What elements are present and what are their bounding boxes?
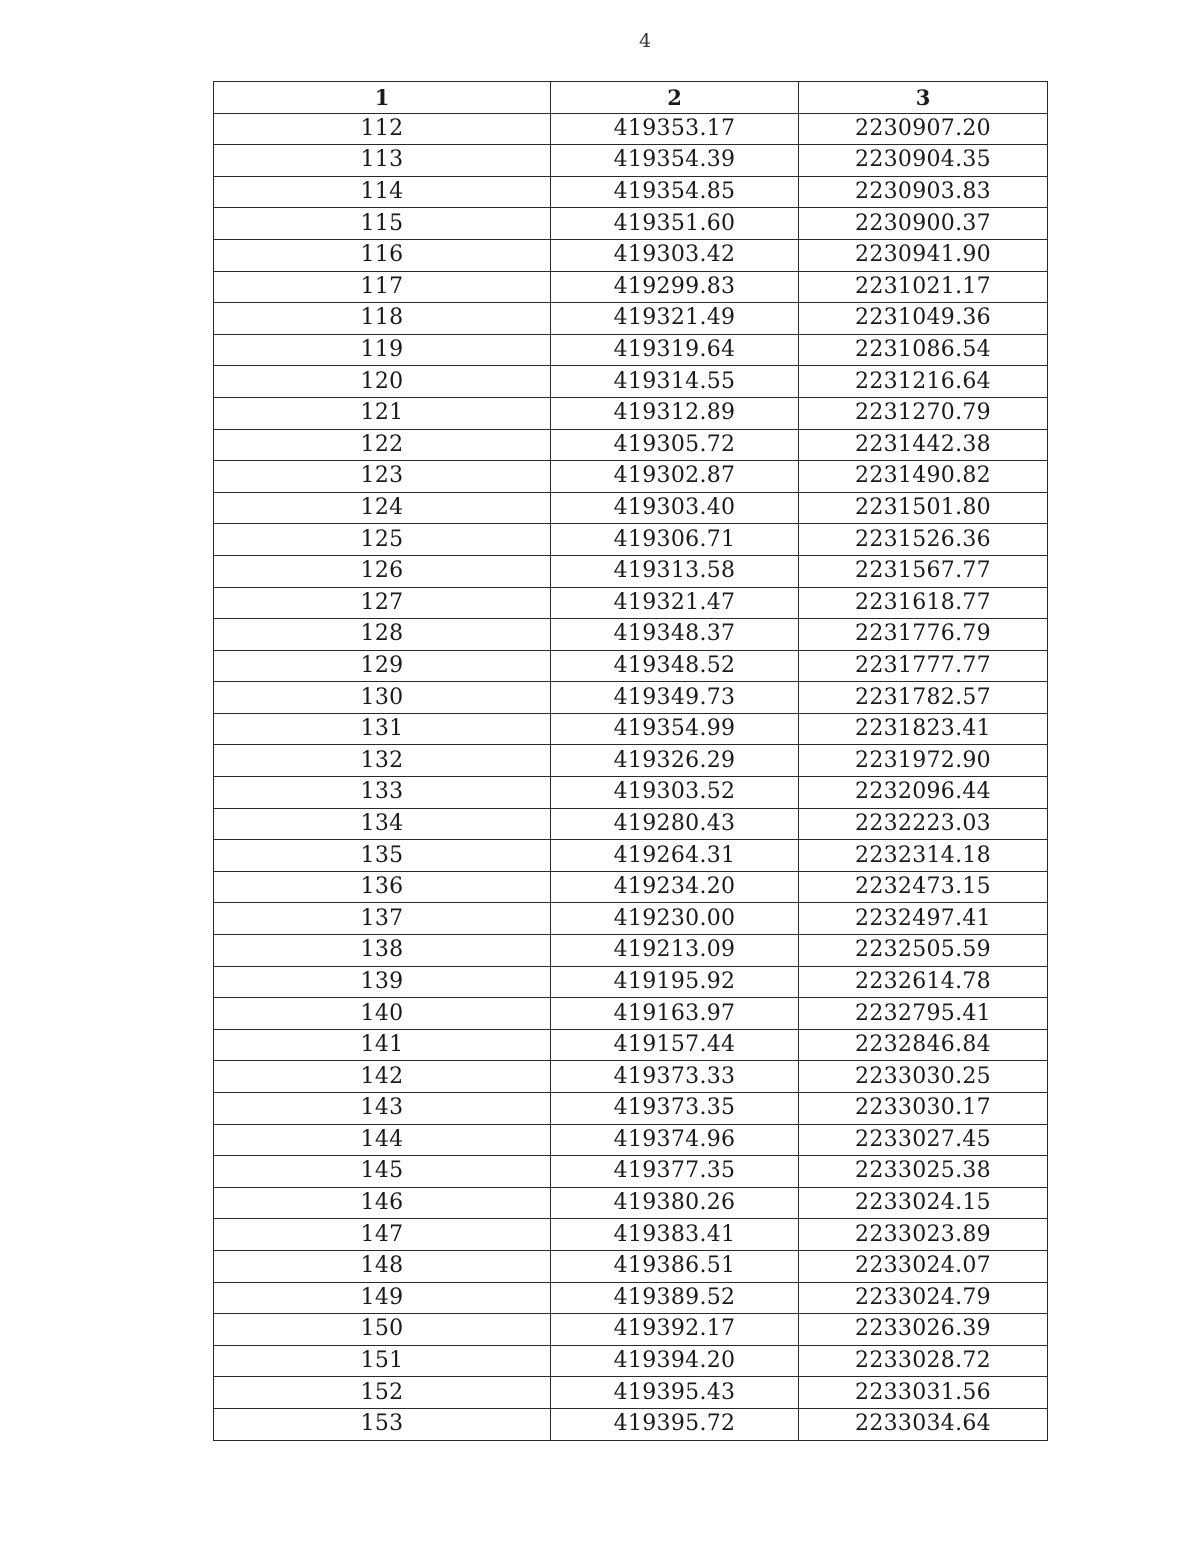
cell-x-coordinate: 419303.40 <box>551 492 799 524</box>
table-row <box>214 587 1048 619</box>
cell-x-coordinate: 419354.85 <box>551 176 799 208</box>
cell-point-number: 130 <box>214 682 551 714</box>
cell-y-coordinate: 2231526.36 <box>799 524 1048 556</box>
cell-point-number: 144 <box>214 1124 551 1156</box>
cell-y-coordinate: 2233028.72 <box>799 1345 1048 1377</box>
table-row <box>214 619 1048 651</box>
cell-point-number: 147 <box>214 1219 551 1251</box>
cell-point-number: 120 <box>214 366 551 398</box>
cell-x-coordinate: 419230.00 <box>551 903 799 935</box>
table-body <box>214 113 1048 1440</box>
table-row <box>214 966 1048 998</box>
table-row <box>214 935 1048 967</box>
cell-x-coordinate: 419373.35 <box>551 1093 799 1125</box>
table-row <box>214 1156 1048 1188</box>
table-header <box>214 82 1048 114</box>
cell-x-coordinate: 419349.73 <box>551 682 799 714</box>
table-row <box>214 840 1048 872</box>
cell-x-coordinate: 419380.26 <box>551 1187 799 1219</box>
table-row <box>214 555 1048 587</box>
cell-y-coordinate: 2232223.03 <box>799 808 1048 840</box>
cell-x-coordinate: 419353.17 <box>551 113 799 145</box>
cell-point-number: 142 <box>214 1061 551 1093</box>
table-row <box>214 871 1048 903</box>
cell-x-coordinate: 419389.52 <box>551 1282 799 1314</box>
cell-y-coordinate: 2232846.84 <box>799 1029 1048 1061</box>
cell-point-number: 113 <box>214 145 551 177</box>
cell-point-number: 123 <box>214 461 551 493</box>
cell-y-coordinate: 2233031.56 <box>799 1377 1048 1409</box>
cell-x-coordinate: 419157.44 <box>551 1029 799 1061</box>
table-row <box>214 1124 1048 1156</box>
cell-x-coordinate: 419321.49 <box>551 303 799 335</box>
cell-point-number: 125 <box>214 524 551 556</box>
table-row <box>214 1282 1048 1314</box>
table-row <box>214 271 1048 303</box>
header-row <box>214 82 1048 114</box>
table-row <box>214 650 1048 682</box>
cell-point-number: 153 <box>214 1408 551 1440</box>
table-row <box>214 429 1048 461</box>
cell-x-coordinate: 419195.92 <box>551 966 799 998</box>
cell-y-coordinate: 2231049.36 <box>799 303 1048 335</box>
cell-x-coordinate: 419305.72 <box>551 429 799 461</box>
coordinates-table <box>213 81 1048 1441</box>
cell-point-number: 143 <box>214 1093 551 1125</box>
cell-point-number: 141 <box>214 1029 551 1061</box>
cell-point-number: 131 <box>214 713 551 745</box>
cell-point-number: 126 <box>214 555 551 587</box>
cell-y-coordinate: 2233027.45 <box>799 1124 1048 1156</box>
cell-y-coordinate: 2230904.35 <box>799 145 1048 177</box>
cell-y-coordinate: 2233024.15 <box>799 1187 1048 1219</box>
table-row <box>214 777 1048 809</box>
cell-x-coordinate: 419303.42 <box>551 239 799 271</box>
cell-y-coordinate: 2231442.38 <box>799 429 1048 461</box>
table-row <box>214 334 1048 366</box>
table-row <box>214 682 1048 714</box>
cell-point-number: 138 <box>214 935 551 967</box>
cell-x-coordinate: 419321.47 <box>551 587 799 619</box>
column-header-x: 2 <box>551 82 799 114</box>
table-row <box>214 1408 1048 1440</box>
cell-point-number: 132 <box>214 745 551 777</box>
cell-x-coordinate: 419280.43 <box>551 808 799 840</box>
table-row <box>214 1219 1048 1251</box>
cell-y-coordinate: 2231501.80 <box>799 492 1048 524</box>
cell-y-coordinate: 2230907.20 <box>799 113 1048 145</box>
cell-point-number: 135 <box>214 840 551 872</box>
cell-y-coordinate: 2233026.39 <box>799 1314 1048 1346</box>
cell-x-coordinate: 419394.20 <box>551 1345 799 1377</box>
cell-x-coordinate: 419306.71 <box>551 524 799 556</box>
cell-y-coordinate: 2233024.79 <box>799 1282 1048 1314</box>
cell-point-number: 115 <box>214 208 551 240</box>
cell-point-number: 148 <box>214 1250 551 1282</box>
cell-y-coordinate: 2230941.90 <box>799 239 1048 271</box>
table-row <box>214 903 1048 935</box>
cell-x-coordinate: 419234.20 <box>551 871 799 903</box>
table-row <box>214 524 1048 556</box>
table-row <box>214 397 1048 429</box>
column-header-point: 1 <box>214 82 551 114</box>
cell-point-number: 150 <box>214 1314 551 1346</box>
cell-point-number: 116 <box>214 239 551 271</box>
table-row <box>214 1314 1048 1346</box>
table-row <box>214 1187 1048 1219</box>
table-row <box>214 1029 1048 1061</box>
cell-point-number: 124 <box>214 492 551 524</box>
cell-point-number: 114 <box>214 176 551 208</box>
cell-y-coordinate: 2231216.64 <box>799 366 1048 398</box>
table-row <box>214 113 1048 145</box>
cell-x-coordinate: 419377.35 <box>551 1156 799 1188</box>
table-row <box>214 1250 1048 1282</box>
cell-point-number: 137 <box>214 903 551 935</box>
table-row <box>214 1377 1048 1409</box>
table-row <box>214 239 1048 271</box>
cell-x-coordinate: 419386.51 <box>551 1250 799 1282</box>
cell-y-coordinate: 2232314.18 <box>799 840 1048 872</box>
cell-y-coordinate: 2232505.59 <box>799 935 1048 967</box>
table-row <box>214 1093 1048 1125</box>
cell-point-number: 118 <box>214 303 551 335</box>
cell-y-coordinate: 2231618.77 <box>799 587 1048 619</box>
cell-point-number: 140 <box>214 998 551 1030</box>
table-row <box>214 303 1048 335</box>
table-row <box>214 366 1048 398</box>
cell-x-coordinate: 419326.29 <box>551 745 799 777</box>
cell-y-coordinate: 2232096.44 <box>799 777 1048 809</box>
cell-point-number: 151 <box>214 1345 551 1377</box>
table-row <box>214 461 1048 493</box>
cell-y-coordinate: 2231270.79 <box>799 397 1048 429</box>
cell-x-coordinate: 419312.89 <box>551 397 799 429</box>
cell-y-coordinate: 2233030.17 <box>799 1093 1048 1125</box>
cell-y-coordinate: 2232614.78 <box>799 966 1048 998</box>
table-row <box>214 713 1048 745</box>
cell-y-coordinate: 2232795.41 <box>799 998 1048 1030</box>
table-row <box>214 808 1048 840</box>
cell-y-coordinate: 2230900.37 <box>799 208 1048 240</box>
cell-y-coordinate: 2233025.38 <box>799 1156 1048 1188</box>
cell-point-number: 136 <box>214 871 551 903</box>
cell-point-number: 145 <box>214 1156 551 1188</box>
table-row <box>214 145 1048 177</box>
cell-y-coordinate: 2231567.77 <box>799 555 1048 587</box>
cell-x-coordinate: 419354.99 <box>551 713 799 745</box>
cell-x-coordinate: 419163.97 <box>551 998 799 1030</box>
cell-point-number: 122 <box>214 429 551 461</box>
cell-y-coordinate: 2231782.57 <box>799 682 1048 714</box>
cell-x-coordinate: 419351.60 <box>551 208 799 240</box>
cell-y-coordinate: 2231086.54 <box>799 334 1048 366</box>
cell-point-number: 133 <box>214 777 551 809</box>
cell-x-coordinate: 419302.87 <box>551 461 799 493</box>
cell-x-coordinate: 419303.52 <box>551 777 799 809</box>
table-row <box>214 176 1048 208</box>
cell-y-coordinate: 2233023.89 <box>799 1219 1048 1251</box>
cell-y-coordinate: 2231777.77 <box>799 650 1048 682</box>
cell-x-coordinate: 419348.37 <box>551 619 799 651</box>
cell-y-coordinate: 2233034.64 <box>799 1408 1048 1440</box>
cell-y-coordinate: 2232497.41 <box>799 903 1048 935</box>
cell-x-coordinate: 419383.41 <box>551 1219 799 1251</box>
cell-y-coordinate: 2231972.90 <box>799 745 1048 777</box>
cell-x-coordinate: 419264.31 <box>551 840 799 872</box>
cell-point-number: 129 <box>214 650 551 682</box>
table-row <box>214 998 1048 1030</box>
cell-y-coordinate: 2231776.79 <box>799 619 1048 651</box>
cell-x-coordinate: 419395.72 <box>551 1408 799 1440</box>
table-row <box>214 208 1048 240</box>
cell-y-coordinate: 2233030.25 <box>799 1061 1048 1093</box>
cell-x-coordinate: 419374.96 <box>551 1124 799 1156</box>
cell-x-coordinate: 419348.52 <box>551 650 799 682</box>
cell-point-number: 127 <box>214 587 551 619</box>
cell-y-coordinate: 2231823.41 <box>799 713 1048 745</box>
cell-point-number: 149 <box>214 1282 551 1314</box>
cell-x-coordinate: 419314.55 <box>551 366 799 398</box>
cell-x-coordinate: 419392.17 <box>551 1314 799 1346</box>
cell-point-number: 112 <box>214 113 551 145</box>
cell-x-coordinate: 419373.33 <box>551 1061 799 1093</box>
cell-point-number: 134 <box>214 808 551 840</box>
cell-y-coordinate: 2233024.07 <box>799 1250 1048 1282</box>
cell-x-coordinate: 419395.43 <box>551 1377 799 1409</box>
cell-y-coordinate: 2231490.82 <box>799 461 1048 493</box>
cell-point-number: 152 <box>214 1377 551 1409</box>
cell-x-coordinate: 419354.39 <box>551 145 799 177</box>
cell-point-number: 121 <box>214 397 551 429</box>
cell-point-number: 128 <box>214 619 551 651</box>
cell-y-coordinate: 2231021.17 <box>799 271 1048 303</box>
cell-y-coordinate: 2230903.83 <box>799 176 1048 208</box>
cell-point-number: 119 <box>214 334 551 366</box>
page-number: 4 <box>638 30 652 52</box>
table-row <box>214 1345 1048 1377</box>
cell-x-coordinate: 419299.83 <box>551 271 799 303</box>
table-row <box>214 1061 1048 1093</box>
cell-point-number: 117 <box>214 271 551 303</box>
cell-x-coordinate: 419213.09 <box>551 935 799 967</box>
column-header-y: 3 <box>799 82 1048 114</box>
cell-point-number: 146 <box>214 1187 551 1219</box>
cell-x-coordinate: 419319.64 <box>551 334 799 366</box>
cell-point-number: 139 <box>214 966 551 998</box>
cell-x-coordinate: 419313.58 <box>551 555 799 587</box>
cell-y-coordinate: 2232473.15 <box>799 871 1048 903</box>
table-row <box>214 492 1048 524</box>
table-row <box>214 745 1048 777</box>
